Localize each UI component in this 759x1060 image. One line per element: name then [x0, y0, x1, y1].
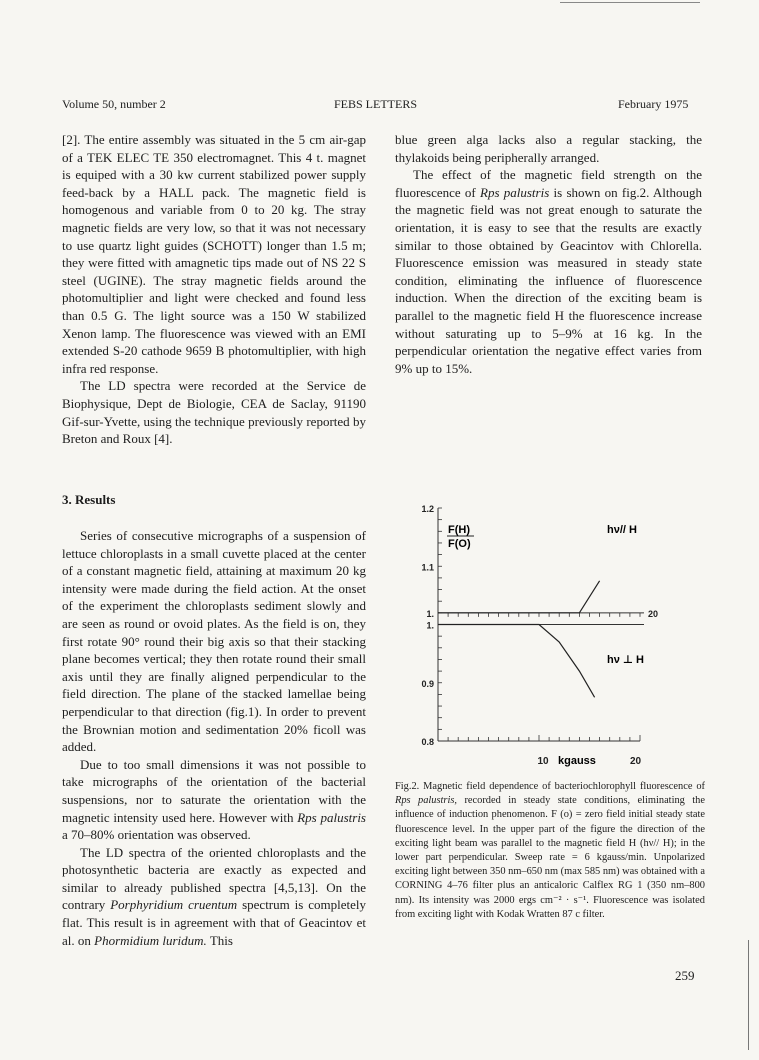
text-run: is shown on fig.2. Although the magnetic field was not great enough to saturate the orientation, it is easy to see that the results are exactly similar to those obtained by Geacintov with Chlorella. Fluorescence emission was measured in steady state condition, eliminating the influence of fluorescence induction. When the direction of the exciting beam is parallel to the magnetic field H the fluorescence increase without saturating up to 5–9% at 16 kg. In the perpendicular orientation the negative effect varies from 9% up to 15%.: [395, 184, 702, 376]
journal-name: FEBS LETTERS: [334, 97, 418, 111]
caption-text: [395, 780, 705, 922]
left-column-bottom: [62, 527, 366, 949]
series-line-perpendicular: [438, 625, 595, 698]
series-line-parallel: [438, 581, 600, 613]
y-tick-label: 0.9: [421, 678, 434, 689]
legend-label-parallel: hν// H: [607, 524, 637, 536]
species-name: Phormidium luridum.: [94, 932, 207, 948]
body-paragraph: [62, 844, 366, 950]
body-paragraph: Series of consecutive micrographs of a suspension of lettuce chloroplasts in a small cuvette placed at the center of a constant magnetic field, attaining at maximum 20 kg intensity were made during the field action. At the onset of the experiment the chloroplasts sediment slowly and are seen as round or ovoid plates. As the field is on, they first rotate 90° round their big axis so that their stacking plane becomes vertical; they then rotate round their small axis until they are finally aligned perpendicular to the field direction. The plane of the stacked lamellae being perpendicular to that direction (fig.1). In order to prevent the Brownian motion and sedimentation 20% ficoll was added.: [62, 528, 366, 755]
text-run: The effect of the magnetic field strength on the fluorescence of: [395, 167, 702, 200]
x-tick-label: 20: [630, 756, 642, 767]
text-run: spectrum is completely flat. This result is in agreement with that of Geacintov et al. on: [62, 897, 366, 948]
text-run: The LD spectra of the oriented chloroplasts and the photosynthetic bacteria are exactly as expected and similar to already published spectra [4,5,13]. On the contrary: [62, 844, 366, 913]
y-tick-label: 1.1: [421, 562, 434, 573]
body-paragraph: [395, 166, 702, 377]
scan-edge-mark: [560, 2, 700, 3]
left-column-top: [62, 131, 366, 448]
text-run: recorded in steady state conditions, eliminating the influence of induction phenomenon. F (o) = zero field initial steady state fluorescence level. In the upper part of the figure the direction of the exciting light beam was parallel to the magnetic field H (hν// H); in the lower part perpendicular. Sweep rate = 6 kgauss/min. Unpolarized exciting light between 350 nm–650 nm (max 585 nm) was obtained with a CORNING 4–76 filter plus an anticaloric Calflex RG 1 (350 nm–800 nm). Its intensity was 2000 ergs cm⁻² · s⁻¹. Fluorescence was isolated from exciting light with Kodak Wratten 87 c filter.: [395, 795, 705, 920]
y-tick-label: 1.: [426, 608, 434, 619]
right-column: [395, 131, 702, 377]
body-paragraph: [2]. The entire assembly was situated in the 5 cm air-gap of a TEK ELEC TE 350 electromagnet. This 4 t. magnet is equiped with a 30 kw current stabilized power supply feed-back by a HALL pack. The magnetic field is homogenous and variable from 0 to 20 kg. The stray magnetic fields are very low, so that it was not necessary to use quartz light guides (SCHOTT) longer than 1.5 m; they were fitted with amagnetic tips made out of NS 22 S steel (UGINE). The stray magnetic fields around the photomultiplier and light were checked and found less than 0.5 G. The light source was a 150 W stabilized Xenon lamp. The fluorescence was viewed with an EMI extended S-20 cathode 9659 B photomultiplier, with high infra red response.: [62, 132, 366, 376]
section-heading: 3. Results: [62, 492, 116, 507]
legend-label-perpendicular: hν ⊥ H: [607, 654, 644, 666]
text-run: a 70–80% orientation was observed.: [62, 827, 251, 843]
species-name: Rps palustris: [480, 184, 550, 200]
scan-edge-mark: [748, 940, 749, 1050]
body-paragraph: [62, 756, 366, 844]
figure-2-chart: [410, 498, 680, 773]
upper-axis-end-label: 20: [648, 608, 659, 619]
text-run: Due to too small dimensions it was not possible to take micrographs of the orientation of the bacterial suspensions, nor to saturate the orientation with the magnetic intensity used here. However with: [62, 756, 366, 825]
text-run: Fig.2. Magnetic field dependence of bacteriochlorophyll fluorescence of: [395, 781, 705, 792]
body-paragraph: blue green alga lacks also a regular stacking, the thylakoids being peripherally arranged.: [395, 132, 702, 165]
x-axis-label: kgauss: [558, 755, 596, 767]
body-paragraph: The LD spectra were recorded at the Service de Biophysique, Dept de Biologie, CEA de Saclay, 91190 Gif-sur-Yvette, using the technique previously reported by Breton and Roux [4].: [62, 378, 366, 447]
species-name: Rps palustris: [297, 809, 366, 825]
volume-number: Volume 50, number 2: [62, 97, 166, 111]
y-tick-label: 0.8: [421, 737, 434, 747]
y-axis-label-denominator: F(O): [448, 538, 471, 550]
page-number: 259: [675, 968, 695, 983]
y-axis-label-numerator: F(H): [448, 524, 470, 536]
y-tick-label: 1.: [426, 620, 434, 631]
species-name: Porphyridium cruentum: [110, 897, 238, 913]
species-name: Rps palustris,: [395, 795, 457, 807]
text-run: This: [206, 932, 233, 948]
y-tick-label: 1.2: [421, 504, 434, 514]
issue-date: February 1975: [618, 97, 689, 111]
figure-caption: [395, 780, 705, 922]
x-tick-label: 10: [537, 756, 549, 767]
